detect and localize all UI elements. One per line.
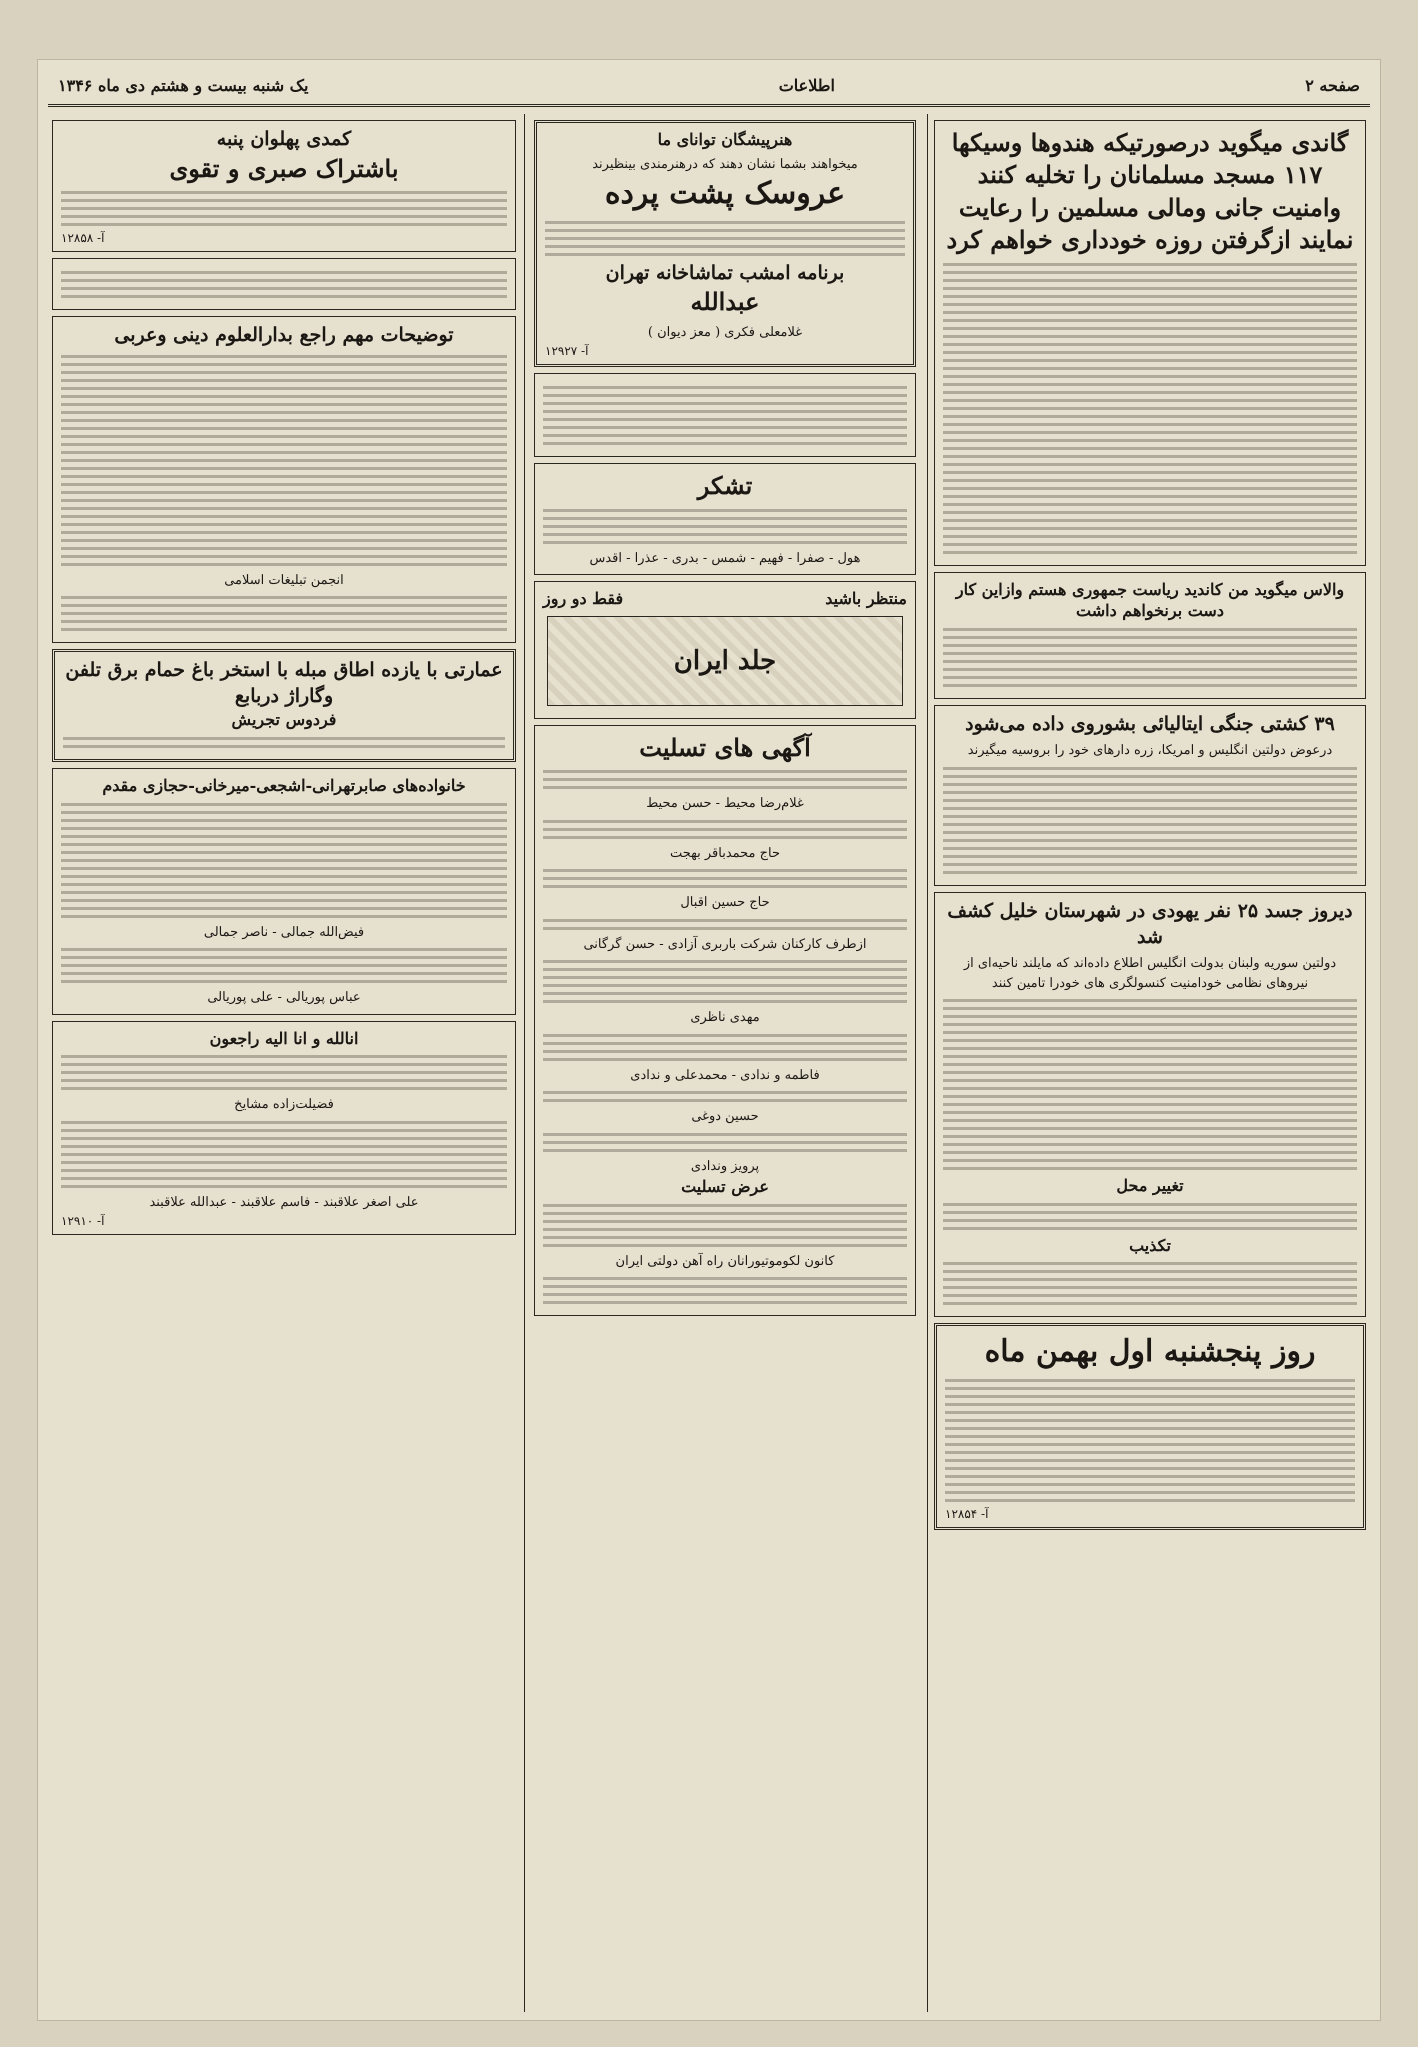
memorial-signature: فضیلت‌زاده مشایخ — [234, 1097, 334, 1113]
theatre-title: عروسک پشت پرده — [604, 176, 846, 212]
families-notice — [52, 768, 516, 1015]
memorial-notice — [52, 1021, 516, 1236]
notice-body — [543, 960, 907, 1003]
notice-body — [543, 1091, 907, 1102]
denial-title: تکذیب — [1129, 1235, 1171, 1255]
ad-code: آ- ۱۲۸۵۴ — [945, 1506, 989, 1521]
notice-body — [543, 1204, 907, 1247]
issue-date: یک شنبه بیست و هشتم دی ماه ۱۳۴۶ — [58, 75, 309, 95]
ad-body — [63, 737, 505, 748]
notice-body — [543, 1277, 907, 1304]
hebron-subheadline: دولتین سوریه ولبنان بدولت انگلیس اطلاع داده‌اند که مایلند ناحیه‌ای از نیروهای نظامی خودامنیت کنسولگری های خودرا تامین کنند — [963, 956, 1337, 991]
comedy-title: کمدی پهلوان پنبه — [216, 128, 352, 150]
article-body — [943, 999, 1357, 1170]
school-notice — [52, 316, 516, 643]
article-body — [943, 628, 1357, 687]
condolence-title: آگهی های تسلیت — [639, 732, 811, 762]
notice-body — [543, 770, 907, 789]
condolence-subtitle: عرض تسلیت — [681, 1177, 769, 1196]
notice-block — [534, 373, 916, 457]
theatre-next-play: عبدالله — [690, 287, 760, 317]
page-number: صفحه ۲ — [1305, 75, 1360, 95]
thanks-notice — [534, 463, 916, 575]
condolence-section — [534, 725, 916, 1316]
condolence-signature: کانون لکوموتیورانان راه آهن دولتی ایران — [615, 1253, 835, 1269]
middle-column — [530, 114, 920, 2012]
condolence-signature: حاج محمدباقر بهجت — [669, 845, 781, 861]
comedy-ad — [52, 120, 516, 252]
thanks-names: هول - صفرا - فهیم - شمس - بدری - عذرا - اقدس — [589, 550, 861, 566]
notice-body — [61, 271, 507, 298]
condolence-signature: حاج حسین اقبال — [680, 895, 770, 910]
italy-ships-article — [934, 705, 1366, 886]
condolence-signature: مهدی ناظری — [690, 1010, 760, 1025]
condolence-signature: غلام‌رضا محیط - حسن محیط — [646, 796, 804, 811]
building-title: عمارتی با یازده اطاق مبله با استخر باغ حمام برق تلفن وگاراژ دربابع — [65, 659, 503, 707]
gandhi-article — [934, 120, 1366, 566]
memorial-title: انالله و انا الیه راجعون — [209, 1028, 359, 1048]
lottery-headline: روز پنجشنبه اول بهمن ماه — [984, 1334, 1316, 1370]
pouryali-signature: عباس پوریالی - علی پوریالی — [207, 990, 361, 1006]
notice-body — [61, 355, 507, 566]
masthead-rule — [48, 104, 1370, 107]
hebron-headline: دیروز جسد ۲۵ نفر یهودی در شهرستان خلیل کشف شد — [947, 899, 1353, 948]
lottery-ad — [934, 1323, 1366, 1530]
ad-body — [545, 221, 905, 256]
right-column — [930, 114, 1370, 2012]
logo-image — [547, 616, 903, 706]
theatre-tonight: برنامه امشب تماشاخانه تهران — [605, 261, 845, 284]
ad-body — [61, 191, 507, 226]
notice-body — [543, 919, 907, 930]
theatre-sub: میخواهند بشما نشان دهند که درهنرمندی بینظیرند — [592, 156, 858, 172]
theatre-ad — [534, 120, 916, 367]
masthead — [38, 68, 1380, 102]
newspaper-page — [38, 60, 1380, 2020]
italy-headline: ۳۹ کشتی جنگی ایتالیائی بشوروی داده می‌شود — [965, 712, 1335, 735]
article-body — [943, 263, 1357, 554]
jamali-signature: فیض‌الله جمالی - ناصر جمالی — [203, 924, 365, 940]
thanks-title: تشکر — [697, 471, 753, 501]
notice-body — [543, 509, 907, 544]
await-sub: فقط دو روز — [543, 589, 624, 609]
notice-body — [61, 803, 507, 918]
building-ad — [52, 649, 516, 762]
notice-body — [543, 869, 907, 888]
theatre-author: غلامعلی فکری ( معز دیوان ) — [647, 324, 803, 340]
await-title: منتظر باشید — [825, 589, 907, 609]
comedy-sub: باشتراک صبری و تقوی — [169, 153, 399, 183]
notice-body — [543, 386, 907, 445]
article-body — [943, 1262, 1357, 1305]
wallace-headline: والاس میگوید من کاندید ریاست جمهوری هستم وازاین کار دست برنخواهم داشت — [955, 579, 1345, 621]
notice-body — [543, 1034, 907, 1061]
condolence-signature: ازطرف کارکنان شرکت باربری آزادی - حسن گرگانی — [583, 936, 867, 952]
notice-body — [61, 948, 507, 983]
paper-name: اطلاعات — [778, 75, 835, 95]
theatre-top: هنرپیشگان توانای ما — [657, 130, 793, 149]
ad-code: آ- ۱۲۸۵۸ — [61, 231, 105, 246]
logo-text: جلد ایران — [673, 645, 777, 676]
notice-body — [61, 1055, 507, 1090]
families-title: خانواده‌های صابرتهرانی-اشجعی-میرخانی-حجازی مقدم — [102, 776, 466, 796]
await-ad — [534, 581, 916, 719]
school-title: توضیحات مهم راجع بدارالعلوم دینی وعربی — [114, 324, 454, 347]
building-sub: فردوس تجریش — [231, 710, 337, 730]
left-column — [48, 114, 520, 2012]
ad-code: آ- ۱۲۹۱۰ — [61, 1214, 105, 1229]
alaqeband-signature: علی اصغر علاقبند - فاسم علاقبند - عبدالله علاقبند — [149, 1194, 419, 1210]
column-divider — [524, 114, 525, 2012]
italy-subheadline: درعوض دولتین انگلیس و امریکا، زره دارهای خود را بروسیه میگیرند — [967, 743, 1333, 759]
school-signature: انجمن تبلیغات اسلامی — [224, 572, 344, 588]
article-body — [943, 1203, 1357, 1230]
notice-body — [61, 596, 507, 631]
condolence-signature: فاطمه و ندادی - محمدعلی و ندادی — [630, 1067, 820, 1083]
column-divider — [927, 114, 928, 2012]
wallace-article — [934, 572, 1366, 699]
notice-block — [52, 258, 516, 310]
ad-body — [945, 1379, 1355, 1502]
notice-body — [61, 1121, 507, 1188]
condolence-signature: پرویز وندادی — [690, 1158, 760, 1174]
notice-body — [543, 1133, 907, 1152]
change-address-title: تغییر محل — [1116, 1176, 1184, 1196]
gandhi-headline: گاندی میگوید درصورتیکه هندوها وسیکها ۱۱۷ مسجد مسلمانان را تخلیه کنند وامنیت جانی ومالی مسلمین را رعایت نمایند ازگرفتن روزه خودداری خواهم کرد — [946, 128, 1354, 255]
hebron-article — [934, 892, 1366, 1317]
condolence-signature: حسین دوغی — [691, 1109, 759, 1124]
notice-body — [543, 820, 907, 839]
article-body — [943, 767, 1357, 874]
ad-code: آ- ۱۲۹۲۷ — [545, 344, 589, 359]
